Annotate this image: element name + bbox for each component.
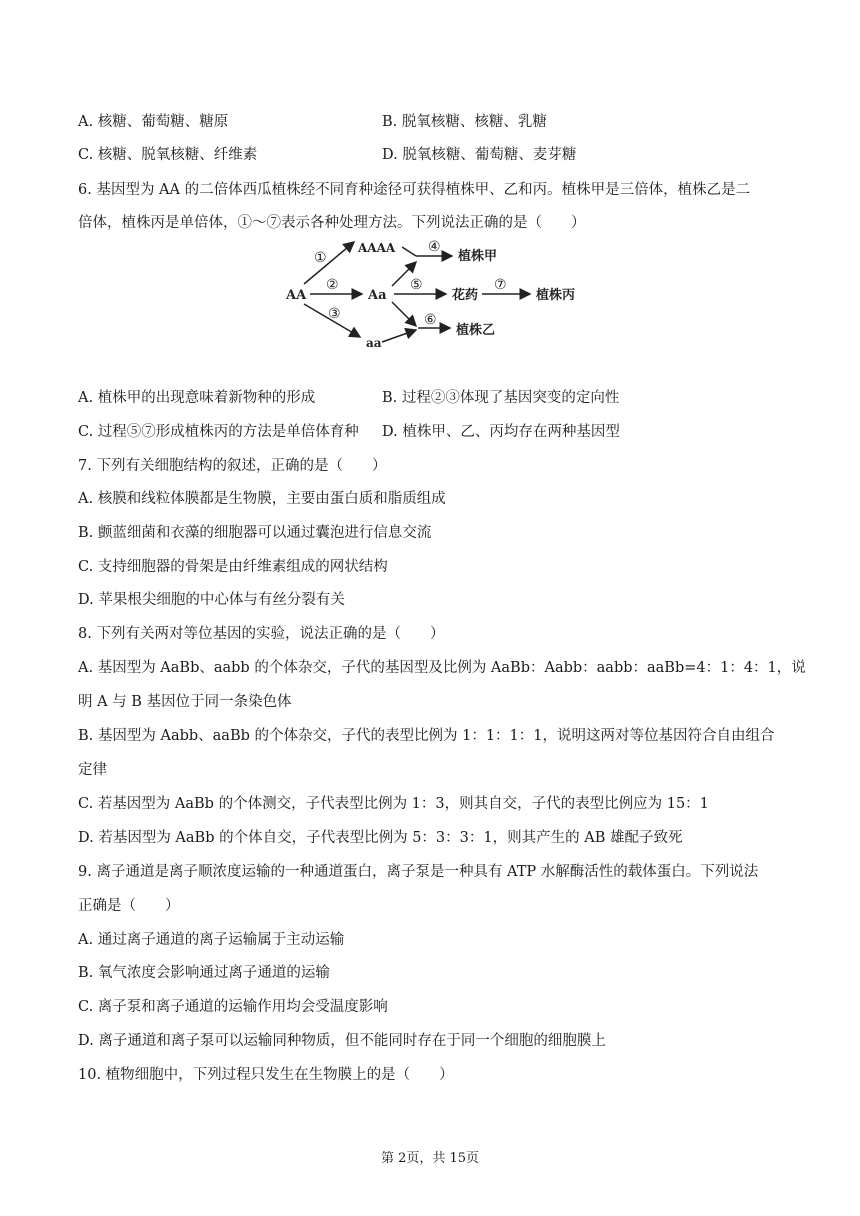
arrow-AAAA-jia <box>402 247 416 256</box>
step-1: ① <box>314 250 327 266</box>
q9-option-c: C. 离子泵和离子通道的运输作用均会受温度影响 <box>78 999 388 1015</box>
q10-stem: 10. 植物细胞中，下列过程只发生在生物膜上的是（ ） <box>78 1067 454 1083</box>
q6-stem-line2: 倍体，植株丙是单倍体，①～⑦表示各种处理方法。下列说法正确的是（ ） <box>78 215 586 231</box>
q8-option-a-line1: A. 基因型为 AaBb、aabb 的个体杂交，子代的基因型及比例为 AaBb：Aabb：aabb：aaBb=4：1：4：1，说 <box>78 660 806 676</box>
node-plant-yi: 植株乙 <box>456 323 496 338</box>
q8-option-d: D. 若基因型为 AaBb 的个体自交，子代表型比例为 5：3：3：1，则其产生的 AB 雄配子致死 <box>78 830 683 846</box>
node-AAAA: AAAA <box>358 241 396 255</box>
step-5: ⑤ <box>410 277 423 293</box>
q6-option-a: A. 植株甲的出现意味着新物种的形成 <box>78 390 316 406</box>
q9-stem-line1: 9. 离子通道是离子顺浓度运输的一种通道蛋白，离子泵是一种具有 ATP 水解酶活性的载体蛋白。下列说法 <box>78 864 759 880</box>
q6-stem-line1: 6. 基因型为 AA 的二倍体西瓜植株经不同育种途径可获得植株甲、乙和丙。植株甲是三倍体，植株乙是二 <box>78 182 751 198</box>
q7-option-b: B. 颤蓝细菌和衣藻的细胞器可以通过囊泡进行信息交流 <box>78 525 432 541</box>
q6-option-d: D. 植株甲、乙、丙均存在两种基因型 <box>382 424 620 440</box>
arrow-Aa-yi <box>392 302 416 326</box>
q7-option-c: C. 支持细胞器的骨架是由纤维素组成的网状结构 <box>78 559 388 575</box>
step-4: ④ <box>428 239 441 255</box>
arrow-aa-yi <box>382 330 416 342</box>
q5-option-d: D. 脱氧核糖、葡萄糖、麦芽糖 <box>382 147 577 163</box>
q6-option-b: B. 过程②③体现了基因突变的定向性 <box>382 390 620 406</box>
q7-stem: 7. 下列有关细胞结构的叙述，正确的是（ ） <box>78 458 387 474</box>
q9-option-a: A. 通过离子通道的离子运输属于主动运输 <box>78 932 345 948</box>
step-6: ⑥ <box>424 312 437 328</box>
q5-option-b: B. 脱氧核糖、核糖、乳糖 <box>382 114 547 130</box>
breeding-diagram <box>282 234 592 356</box>
q8-option-c: C. 若基因型为 AaBb 的个体测交，子代表型比例为 1：3，则其自交，子代的表型比例应为 15：1 <box>78 796 709 812</box>
q8-option-a-line2: 明 A 与 B 基因位于同一条染色体 <box>78 694 292 710</box>
step-3: ③ <box>328 306 341 322</box>
q9-option-d: D. 离子通道和离子泵可以运输同种物质，但不能同时存在于同一个细胞的细胞膜上 <box>78 1033 606 1049</box>
node-plant-jia: 植株甲 <box>458 249 498 264</box>
node-Aa: Aa <box>368 288 387 303</box>
q8-option-b-line2: 定律 <box>78 762 107 778</box>
node-AA: AA <box>286 288 307 303</box>
node-plant-bing: 植株丙 <box>536 288 576 303</box>
q5-option-a: A. 核糖、葡萄糖、糖原 <box>78 114 229 130</box>
node-aa: aa <box>366 336 382 350</box>
node-huayao: 花药 <box>452 288 479 303</box>
q7-option-d: D. 苹果根尖细胞的中心体与有丝分裂有关 <box>78 592 345 608</box>
q5-option-c: C. 核糖、脱氧核糖、纤维素 <box>78 147 258 163</box>
q6-option-c: C. 过程⑤⑦形成植株丙的方法是单倍体育种 <box>78 424 359 440</box>
q8-option-b-line1: B. 基因型为 Aabb、aaBb 的个体杂交，子代的表型比例为 1：1：1：1，说明这两对等位基因符合自由组合 <box>78 728 775 744</box>
q8-stem: 8. 下列有关两对等位基因的实验，说法正确的是（ ） <box>78 626 445 642</box>
step-2: ② <box>326 277 339 293</box>
q7-option-a: A. 核膜和线粒体膜都是生物膜，主要由蛋白质和脂质组成 <box>78 491 446 507</box>
step-7: ⑦ <box>494 277 507 293</box>
page-footer: 第 2页，共 15页 <box>380 1151 480 1166</box>
q9-stem-line2: 正确是（ ） <box>78 898 180 914</box>
q9-option-b: B. 氧气浓度会影响通过离子通道的运输 <box>78 965 330 981</box>
